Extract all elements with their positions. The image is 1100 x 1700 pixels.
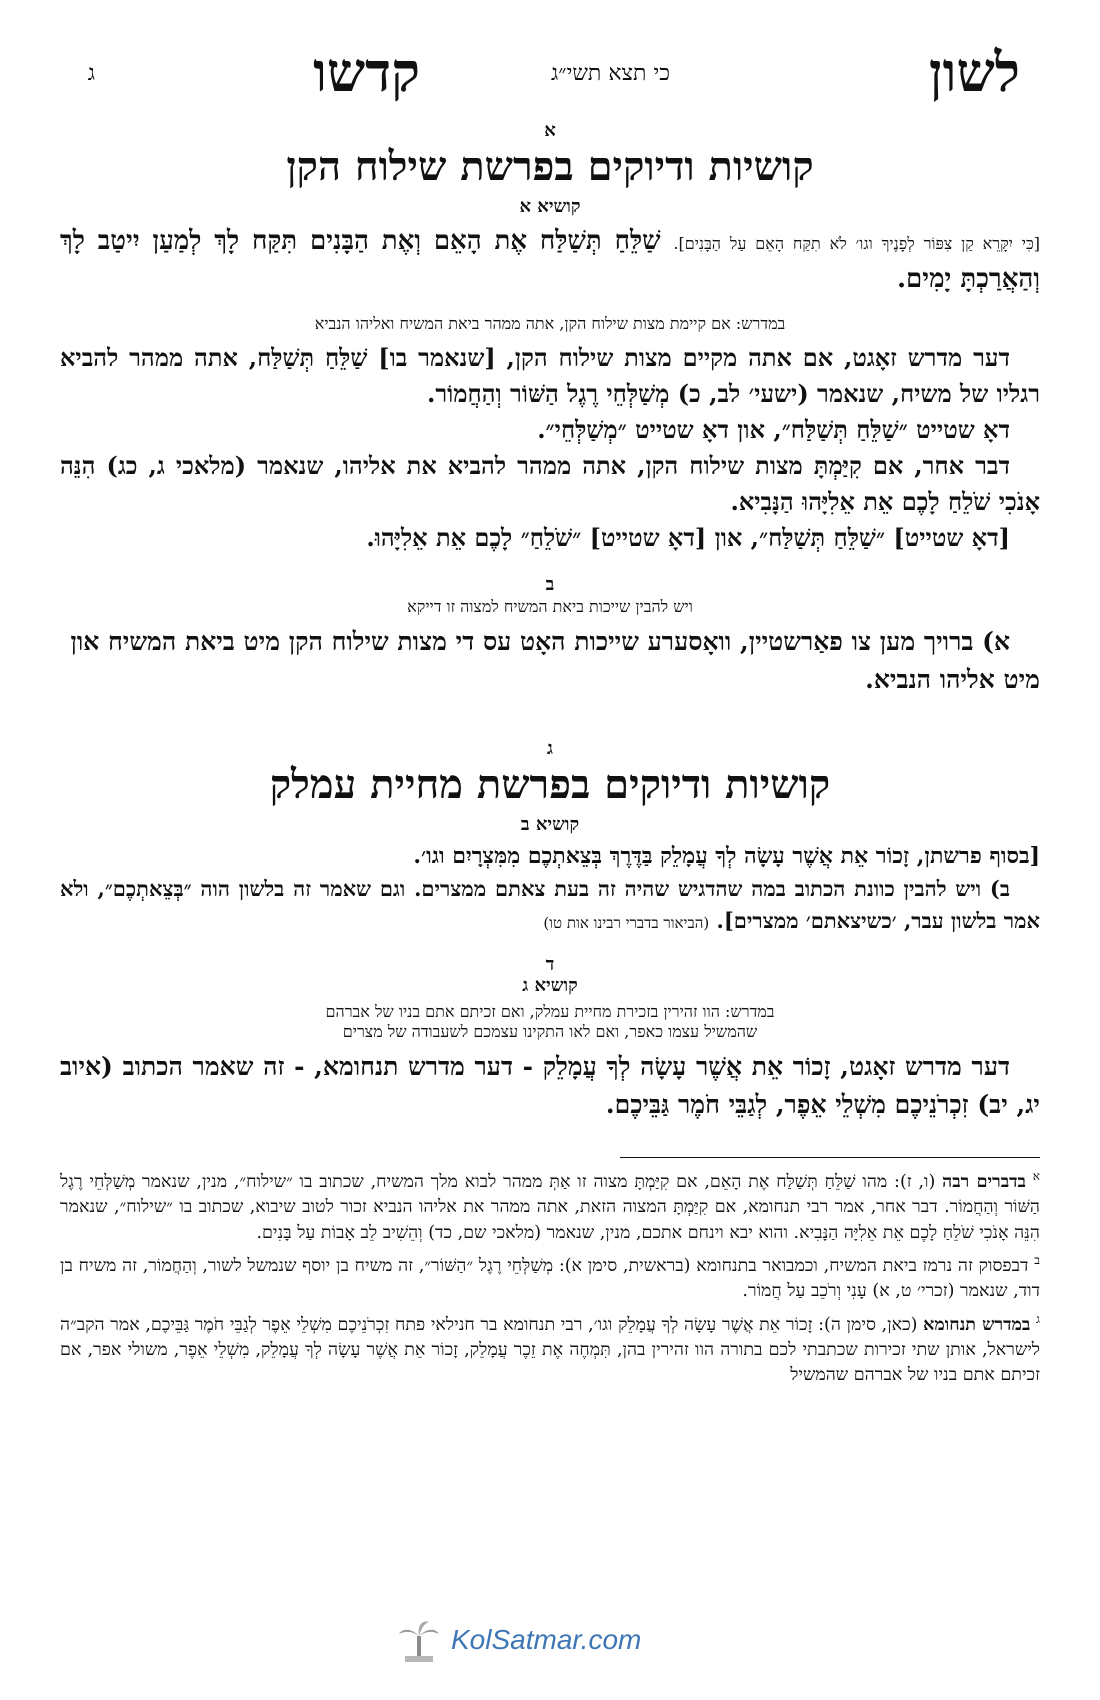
document-page xyxy=(60,30,1040,1395)
verse xyxy=(60,223,1040,298)
paragraph: דער מדרש זאָגט, אם אתה מקיים מצות שילוח הקן, [שנאמר בו] שַׁלֵּחַ תְּשַׁלַּח, אתה ממהר להביא רגליו של משיח, שנאמר (ישעי׳ לב, כ) מְשַׁלְּחֵי רֶגֶל הַשּׁוֹר וְהַחֲמוֹר. xyxy=(60,343,1040,409)
question-text: א) ברויך מען צו פאַרשטיין, וואָסערע שייכות האָט עס די מצות שילוח הקן מיט ביאת המשיח און מיט אליהו הנביא. xyxy=(70,627,1040,694)
cross-reference-note: (הביאור בדברי רבינו אות טו) xyxy=(543,913,710,932)
paragraph: דאָ שטייט ״שַׁלֵּחַ תְּשַׁלַּח״, און דאָ שטייט ״מְשַׁלְּחֵי״. xyxy=(537,415,1010,445)
verse-main: שַׁלֵּחַ תְּשַׁלַּח אֶת הָאֵם וְאֶת הַבָּנִים תִּקַּח לָךְ לְמַעַן יִיטַב לָךְ וְהַאֲרַכְתָּ יָמִים. xyxy=(60,226,1040,294)
section-letter: ד xyxy=(545,954,555,976)
paragraph: דבר אחר, אם קִיַּמְתָּ מצות שילוח הקן, אתה ממהר להביא את אליהו, שנאמר (מלאכי ג, כג) הִנֵּה אָנֹכִי שֹׁלֵחַ לָכֶם אֵת אֵלִיָּהוּ הַנָּבִיא. xyxy=(60,451,1040,517)
spacer xyxy=(60,936,1040,954)
question-label: קושיא ג xyxy=(522,975,578,997)
verse: [בסוף פרשתן, זָכוֹר אֵת אֲשֶׁר עָשָׂה לְךָ עֲמָלֵק בַּדֶּרֶךְ בְּצֵאתְכֶם מִמִּצְרָיִם וגו׳. xyxy=(413,843,1040,870)
footnote-text: דבפסוק זה נרמז ביאת המשיח, וכמבואר בתנחומא (בראשית, סימן א): מְשַׁלְּחֵי רֶגֶל ״הַשּׁוֹר״, זה משיח בן יוסף שנמשל לשור, וְהַחֲמוֹר, זה משיח בן דוד, שנאמר (זכרי׳ ט, א) עָנִי וְרֹכֵב עַל חֲמוֹר. xyxy=(60,1256,1040,1302)
paragraph: [דאָ שטייט] ״שַׁלֵּחַ תְּשַׁלַּח״, און [דאָ שטייט] ״שֹׁלֵחַ״ לָכֶם אֵת אֵלִיָּהוּ. xyxy=(366,523,1010,553)
verse-intro: [כִּי יִקָּרֵא קַן צִפּוֹר לְפָנֶיךָ וגו׳ לֹא תִקַּח הָאֵם עַל הַבָּנִים]. xyxy=(673,234,1040,253)
footnote-mark: ג xyxy=(1036,1311,1040,1326)
footnote-mark: ב xyxy=(1034,1253,1040,1268)
midrash-intro: במדרש: הוו זהירין בזכירת מחיית עמלק, ואם זכיתם אתם בניו של אברהם xyxy=(325,1002,775,1022)
section-intro: ויש להבין שייכות ביאת המשיח למצוה זו דייקא xyxy=(407,597,693,617)
spacer xyxy=(60,556,1040,574)
section-letter: א xyxy=(544,120,556,141)
footnote-text: (כאן, סימן ה): זָכוֹר אֵת אֲשֶׁר עָשָׂה לְךָ עֲמָלֵק וגו׳, רבי תנחומא בר חנילאי פתח זִכְרֹנֵיכֶם מִשְׁלֵי אֵפֶר לְגַבֵּי חֹמֶר גַּבֵּיכֶם, אמר הקב״ה לישראל, אותן שתי זכירות שכתבתי לכם בתורה הוו זהירין בהן, תִּמְחֶה אֶת זֵכֶר עֲמָלֵק, זָכוֹר אֵת אֲשֶׁר עָשָׂה לְךָ עֲמָלֵק, מִשְׁלֵי אֵפֶר, משולי אפר, אם זכיתם אתם בניו של אברהם שהמשיל xyxy=(60,1314,1040,1386)
section-letter: ג xyxy=(547,738,553,760)
question-label: קושיא א xyxy=(519,196,581,217)
footnote xyxy=(60,1252,1040,1305)
masthead-title-word1: לשון xyxy=(928,40,1020,104)
footnote-mark: א xyxy=(1032,1169,1040,1184)
footnote-divider xyxy=(620,1157,1040,1158)
question-text xyxy=(60,873,1040,936)
section-title: קושיות ודיוקים בפרשת מחיית עמלק xyxy=(269,761,831,809)
footnote xyxy=(60,1311,1040,1389)
midrash-intro: במדרש: אם קיימת מצות שילוח הקן, אתה ממהר ביאת המשיח ואליהו הנביא xyxy=(314,314,786,334)
masthead-title-word2: קדשו xyxy=(313,40,420,104)
footnote-lead: בדברים רבה xyxy=(942,1172,1026,1193)
paragraph: דער מדרש זאָגט, זָכוֹר אֵת אֲשֶׁר עָשָׂה לְךָ עֲמָלֵק - דער מדרש תנחומא, - זה שאמר הכתוב (איוב יג, יב) זִכְרֹנֵיכֶם מִשְׁלֵי אֵפֶר, לְגַבֵּי חֹמֶר גַּבֵּיכֶם. xyxy=(60,1052,1040,1119)
footnote xyxy=(60,1168,1040,1246)
masthead-issue: כי תצא תשי״ג xyxy=(550,61,670,86)
masthead xyxy=(60,30,1040,120)
footnote-lead: במדרש תנחומא xyxy=(923,1314,1031,1335)
page-letter: ג xyxy=(87,61,95,86)
question-label: קושיא ב xyxy=(520,814,580,836)
section-letter: ב xyxy=(545,574,555,596)
palm-tree-icon xyxy=(395,1616,443,1664)
watermark xyxy=(395,1610,705,1670)
spacer xyxy=(60,698,1040,738)
question-body: ב) ויש להבין כוונת הכתוב במה שהדגיש שהיה זה בעת צאתם ממצרים. וגם שאמר זה בלשון הוה ״בְּצֵאתְכֶם״, ולא אמר בלשון עבר, ׳כשיצאתם׳ ממצרים]. xyxy=(60,876,1040,933)
footnote-text: (ו, ז): מהו שַׁלֵּחַ תְּשַׁלַּח אֶת הָאֵם, אם קִיַּמְתָּ מצוה זו אַתְּ ממהר לבוא מלך המשיח, שכתוב בו ״שילוח״, מנין, שנאמר מְשַׁלְּחֵי רֶגֶל הַשּׁוֹר וְהַחֲמוֹר. דבר אחר, אמר רבי תנחומא, אם קִיַּמְתָּ המצוה הזאת, אתה ממהר את אליהו הנביא זכור לטוב שיבוא, שכתוב בו ״שילוח״, שנאמר הִנֵּה אָנֹכִי שֹׁלֵחַ לָכֶם אֵת אֵלִיָּה הַנָּבִיא. והוא יבא וינחם אתכם, מנין, שנאמר (מלאכי שם, כד) וְהֵשִׁיב לֵב אָבוֹת עַל בָּנִים. xyxy=(60,1172,1040,1243)
section-title: קושיות ודיוקים בפרשת שילוח הקן xyxy=(286,143,814,190)
watermark-text: KolSatmar.com xyxy=(451,1624,642,1655)
midrash-intro: שהמשיל עצמו כאפר, ואם לאו התקינו עצמכם לשעבודה של מצרים xyxy=(342,1022,758,1042)
